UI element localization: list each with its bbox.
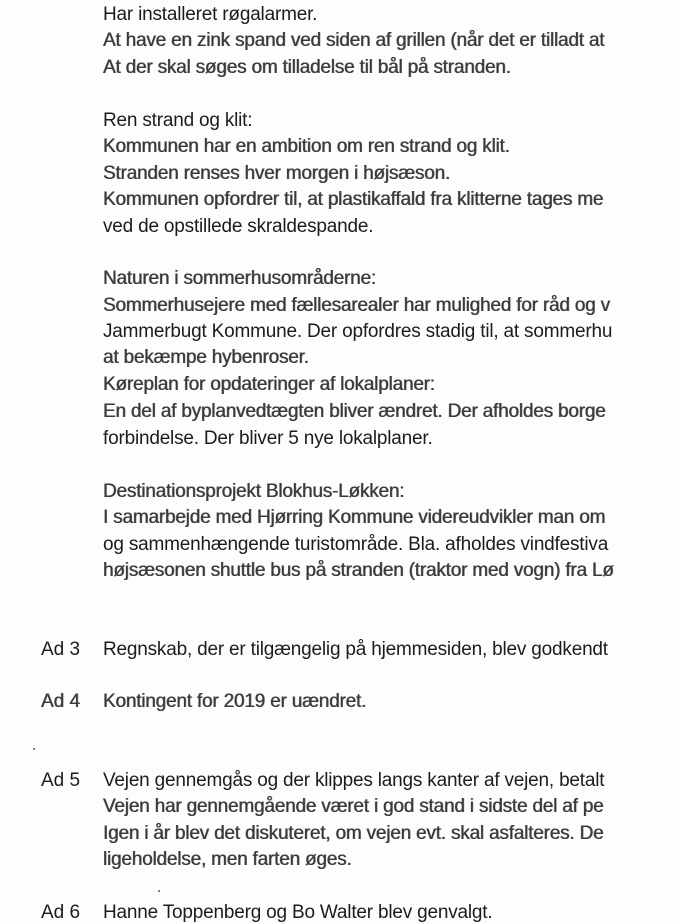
text-line: Kommunen opfordrer til, at plastikaffald fra klitterne tages me — [103, 189, 604, 210]
text-line: Vejen gennemgås og der klippes langs kanter af vejen, betalt — [103, 770, 605, 791]
text-line: ved de opstillede skraldespande. — [103, 216, 374, 237]
section-heading: Køreplan for opdateringer af lokalplaner: — [103, 374, 435, 395]
text-line: Igen i år blev det diskuteret, om vejen evt. skal asfalteres. De — [103, 823, 604, 844]
section-heading: Destinationsprojekt Blokhus-Løkken: — [103, 481, 405, 502]
text-line: Kommunen har en ambition om ren strand og klit. — [103, 136, 510, 157]
text-line: forbindelse. Der bliver 5 nye lokalplaner. — [103, 428, 433, 449]
item-label-ad3: Ad 3 — [41, 639, 81, 660]
text-line: Kontingent for 2019 er uændret. — [103, 691, 367, 712]
item-label-ad5: Ad 5 — [41, 770, 81, 791]
text-line: Stranden renses hver morgen i højsæson. — [103, 163, 451, 184]
section-heading: Ren strand og klit: — [103, 110, 253, 131]
text-line: højsæsonen shuttle bus på stranden (traktor med vogn) fra Lø — [103, 560, 614, 581]
text-line: Vejen har gennemgående været i god stand i sidste del af pe — [103, 796, 604, 817]
text-line: Sommerhusejere med fællesarealer har mulighed for råd og v — [103, 295, 610, 316]
item-label-ad6: Ad 6 — [41, 902, 81, 923]
text-line: Jammerbugt Kommune. Der opfordres stadig til, at sommerhu — [103, 321, 613, 342]
text-line: Har installeret røgalarmer. — [103, 4, 318, 25]
item-label-ad4: Ad 4 — [41, 691, 81, 712]
text-line: I samarbejde med Hjørring Kommune videreudvikler man om — [103, 507, 606, 528]
text-line: Regnskab, der er tilgængelig på hjemmesiden, blev godkendt — [103, 639, 608, 660]
text-line: og sammenhængende turistområde. Bla. afholdes vindfestiva — [103, 534, 609, 555]
text-line: ligeholdelse, men farten øges. — [103, 849, 352, 870]
text-line: at bekæmpe hybenroser. — [103, 347, 309, 368]
text-line: At have en zink spand ved siden af grillen (når det er tilladt at — [103, 30, 605, 51]
scan-speck — [33, 748, 35, 750]
text-line: Hanne Toppenberg og Bo Walter blev genvalgt. — [103, 902, 493, 923]
section-heading: Naturen i sommerhusområderne: — [103, 268, 376, 289]
scan-speck — [158, 890, 160, 892]
text-line: At der skal søges om tilladelse til bål på stranden. — [103, 57, 511, 78]
text-line: En del af byplanvedtægten bliver ændret. Der afholdes borge — [103, 401, 606, 422]
